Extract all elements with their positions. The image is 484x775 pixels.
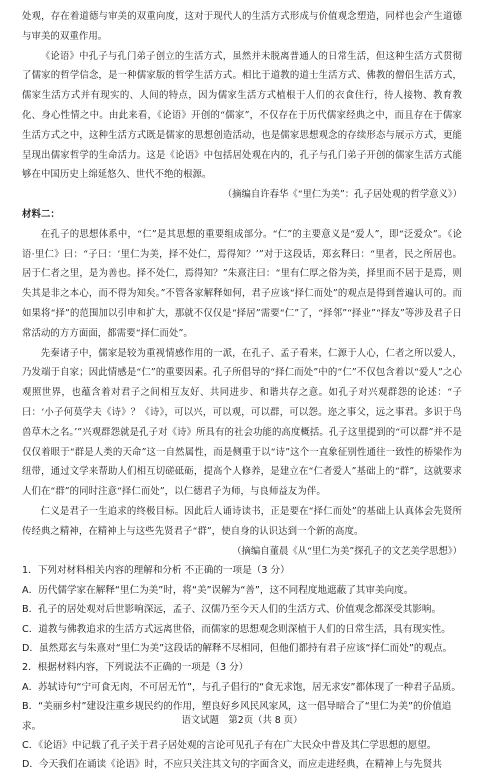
material1-paragraph-end: 处观，存在着道德与审美的双重向度，这对于现代人的生活方式形成与价值观念塑造，同样也会产生道德与审美的双重作用。 [22,11,462,42]
material1-paragraph: 《论语》中孔子与孔门弟子创立的生活方式，虽然并未脱离普通人的日常生活，但这种生活方式贯彻了儒家的哲学信念，是一种儒家版的哲学生活方式。相比于道教的道士生活方式、佛教的僧侣生活方式，儒家生活方式并有现实的、人间的特点，因为儒家生活方式植根于人们的衣食住行，待人接物、教育教化、身心性情之中。由此来看，《论语》开创的“儒家”，不仅存在于历代儒家经典之中，而且存在于儒家生活方式之中，这种生活方式既是儒家的思想创造活动，也是儒家思想观念的存续形态与展示方式，更能呈现出儒家哲学的生命活力。这是《论语》中包括居处观在内的，孔子与孔门弟子开创的儒家生活方式能够在中国历史上绵延悠久、世代不绝的根源。 [22,50,462,181]
material1-source: （摘编自许春华《“里仁为美”：孔子居处观的哲学意义》） [222,189,462,201]
exam-page [22,7,462,775]
question-1-stem: 1．下列对材料相关内容的理解和分析 不正确的一项是（3 分） [22,565,290,577]
question-2-stem: 2．根据材料内容，下列说法不正确的一项是（3 分） [22,662,249,674]
question-2-option-b: B．“美丽乡村”建设注重乡规民约的作用，塑良好乡风民风家风，这一倡导暗合了“里仁为美”的价值追求。 [22,701,452,732]
material2-paragraph-2: 先秦诸子中，儒家是较为重视情感作用的一派，在孔子、孟子看来，仁源于人心，仁者之所以爱人，乃发端于自家；因此情感是“仁”的重要因素。孔子所倡导的“择仁而处”中的“仁”不仅包含着以“爱人”之心观照世界，也蕴含着对君子之间相互友好、共同进步、和谐共存之意。如孔子对兴观群怨的论述：“子曰：‘小子何莫学夫《诗》？《诗》，可以兴，可以观，可以群，可以怨。迩之事父，远之事君。多识于鸟兽草木之名。’”兴观群怨就是孔子对《诗》所具有的社会功能的高度概括。孔子这里提到的“可以群”并不是仅仅着眼于“群是人类的天命”这一自然属性，而是侧重于以“诗”这个一直象征别性通往一致性的桥梁作为纽带，通过文学来帮助人们相互切磋砥砺，提高个人修养，是建立在“仁者爱人”基础上的“群”，这就要求人们在“群”的同时注意“择仁而处”，以仁德君子为师，与良师益友为伴。 [22,347,462,498]
material2-paragraph-1: 在孔子的思想体系中，“仁”是其思想的重要组成部分。“仁”的主要意义是“爱人”，即“泛爱众”。《论语·里仁》曰：“子曰：‘里仁为美，择不处仁，焉得知？’”对于这段话，郑玄释曰：“里者，民之所居也。居于仁者之里，是为善也。择不处仁，焉得知？”朱熹注曰：“里有仁厚之俗为美，择里而不居于是焉，则失其是非之本心，而不得为知矣。”不管各家解释如何，君子应该“择仁而处”的观点是得到普遍认可的。而如果将“择”的范围加以引申和扩大，那就不仅仅是“择居”需要“仁”了，“择邻”“择业”“择友”等涉及君子日常活动的方方面面，都需要“择仁而处”。 [22,228,462,339]
question-2-option-d: D．今天我们在诵读《论语》时，不应只关注其文句的字面含义，而应走进经典，在精神上与先贤共 [22,759,442,771]
question-1-option-c: C．道教与佛教追求的生活方式远离世俗，而儒家的思想观念则深植于人们的日常生活，具有现实性。 [22,623,451,635]
material2-source: （摘编自董晨《从“里仁为美”探孔子的文艺美学思想》） [232,545,462,557]
question-1-option-a: A．历代儒学家在解释“里仁为美”时，将“美”误解为“善”，这不同程度地遮蔽了其审美向度。 [22,584,414,596]
question-1-option-d: D．虽然郑玄与朱熹对“里仁为美”这段话的解释不尽相同，但他们都持有君子应该“择仁而处”的观点。 [22,642,453,654]
material2-paragraph-3: 仁义是君子一生追求的终极目标。因此后人诵诗读书，正是要在“择仁而处”的基础上认真体会先贤所传经典之精神，在精神上与这些先贤君子“群”，使自身的认识达到一个新的高度。 [22,505,462,537]
page-footer: 语文试题 第2页（共 8 页） [181,715,303,726]
question-2-option-c: C．《论语》中记载了孔子关于君子居处观的言论可见孔子有在广大民众中普及其仁学思想的愿望。 [22,739,437,751]
question-2-option-a: A．苏轼诗句“宁可食无肉，不可居无竹”，与孔子倡行的“食无求饱，居无求安”都体现了一种君子品质。 [22,681,461,693]
question-1-option-b: B．孔子的居处观对后世影响深远，孟子、汉儒乃至今天人们的生活方式、价值观念都深受其影响。 [22,604,442,616]
material2-heading: 材料二： [22,208,60,220]
